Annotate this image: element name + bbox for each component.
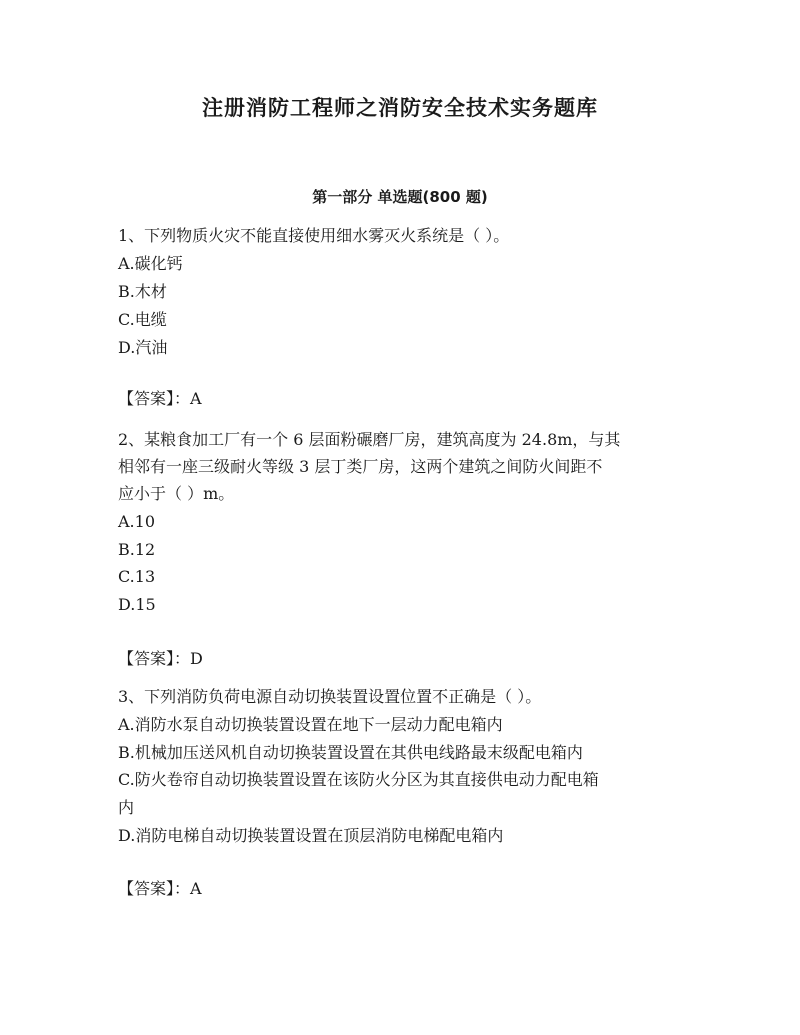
section-title: 第一部分 单选题(800 题) bbox=[312, 188, 488, 206]
question-3-stem: 3、下列消防负荷电源自动切换装置设置位置不正确是（ ）。 bbox=[118, 687, 542, 706]
question-1-option-a: A.碳化钙 bbox=[118, 254, 183, 273]
question-3-option-b: B.机械加压送风机自动切换装置设置在其供电线路最末级配电箱内 bbox=[118, 743, 583, 762]
question-2-stem-line-3: 应小于（ ）m。 bbox=[118, 484, 235, 503]
question-3-option-a: A.消防水泵自动切换装置设置在地下一层动力配电箱内 bbox=[118, 715, 503, 734]
question-2-answer: 【答案】：D bbox=[118, 649, 203, 668]
question-3-answer: 【答案】：A bbox=[118, 879, 202, 898]
question-3-option-d: D.消防电梯自动切换装置设置在顶层消防电梯配电箱内 bbox=[118, 826, 504, 845]
question-1-option-b: B.木材 bbox=[118, 282, 167, 301]
question-2-option-b: B.12 bbox=[118, 540, 156, 559]
question-2-stem-line-1: 2、某粮食加工厂有一个 6 层面粉碾磨厂房，建筑高度为 24.8m，与其 bbox=[118, 430, 621, 449]
question-2-option-d: D.15 bbox=[118, 595, 156, 614]
question-2-stem-line-2: 相邻有一座三级耐火等级 3 层丁类厂房，这两个建筑之间防火间距不 bbox=[118, 457, 603, 476]
question-1-option-c: C.电缆 bbox=[118, 310, 167, 329]
question-1-stem: 1、下列物质火灾不能直接使用细水雾灭火系统是（ ）。 bbox=[118, 226, 510, 245]
question-1-answer: 【答案】：A bbox=[118, 389, 202, 408]
question-1-option-d: D.汽油 bbox=[118, 338, 168, 357]
question-3-option-c-line-2: 内 bbox=[118, 798, 135, 817]
question-2-option-a: A.10 bbox=[118, 512, 155, 531]
document-title: 注册消防工程师之消防安全技术实务题库 bbox=[202, 96, 598, 120]
question-2-option-c: C.13 bbox=[118, 567, 156, 586]
question-3-option-c-line-1: C.防火卷帘自动切换装置设置在该防火分区为其直接供电动力配电箱 bbox=[118, 770, 599, 789]
